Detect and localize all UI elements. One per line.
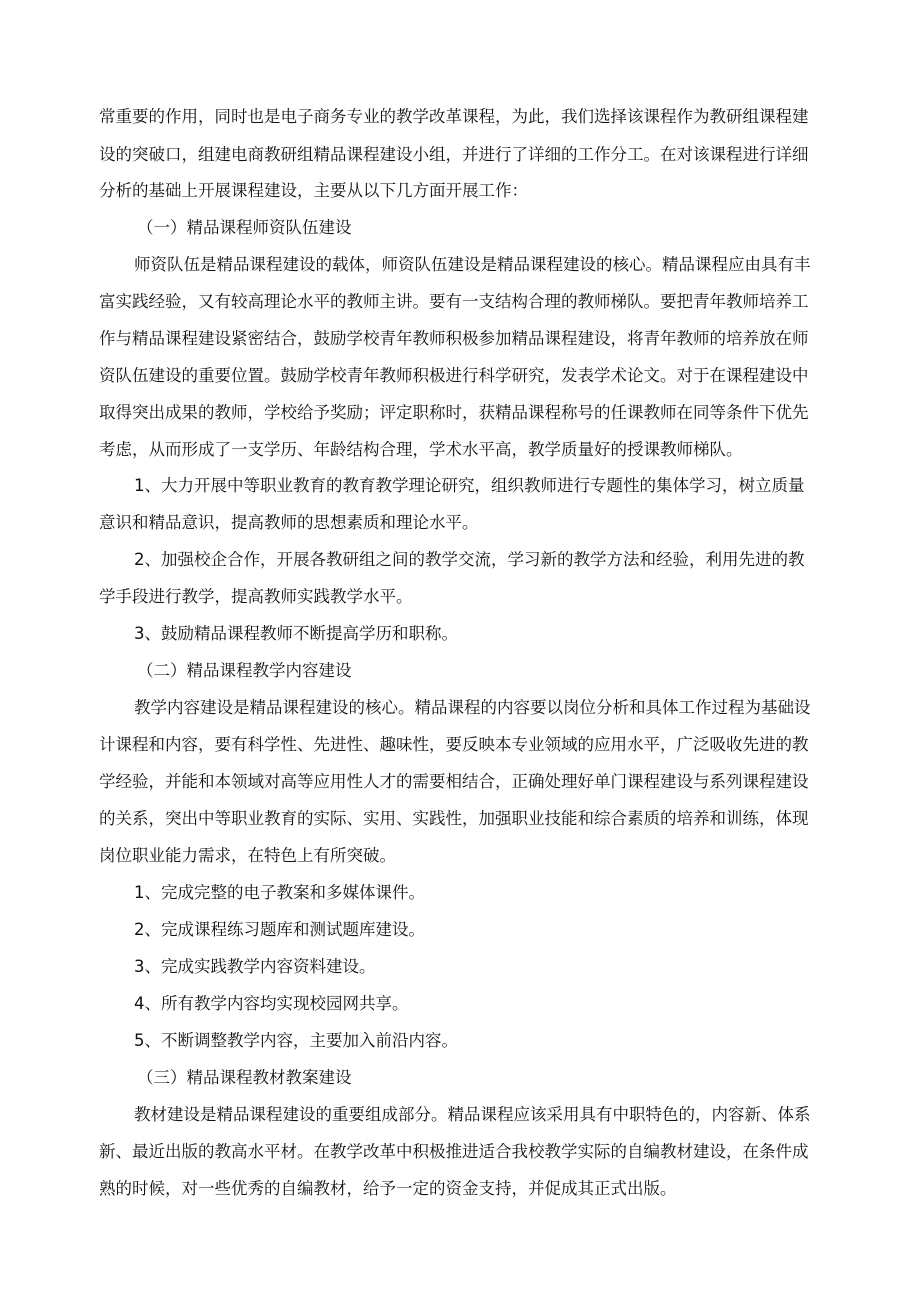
list-item: 2、加强校企合作，开展各教研组之间的教学交流，学习新的教学方法和经验，利用先进的教: [134, 550, 805, 569]
paragraph-line: 新、最近出版的教高水平材。在教学改革中积极推进适合我校教学实际的自编教材建设，在条件成: [99, 1142, 809, 1161]
section-heading-2: （二）精品课程教学内容建设: [137, 661, 352, 680]
paragraph-line: 学经验，并能和本领域对高等应用性人才的需要相结合，正确处理好单门课程建设与系列课程建设: [99, 772, 809, 791]
paragraph-line: 教材建设是精品课程建设的重要组成部分。精品课程应该采用具有中职特色的，内容新、体系: [134, 1105, 811, 1124]
paragraph-line: 富实践经验，又有较高理论水平的教师主讲。要有一支结构合理的教师梯队。要把青年教师培养工: [99, 292, 809, 311]
list-item: 5、不断调整教学内容，主要加入前沿内容。: [134, 1031, 458, 1050]
paragraph-line: 取得突出成果的教师，学校给予奖励；评定职称时，获精品课程称号的任课教师在同等条件下优先: [99, 403, 809, 422]
list-item-continuation: 学手段进行教学，提高教师实践教学水平。: [99, 587, 413, 606]
paragraph-line: 分析的基础上开展课程建设，主要从以下几方面开展工作：: [99, 181, 528, 200]
paragraph-line: 教学内容建设是精品课程建设的核心。精品课程的内容要以岗位分析和具体工作过程为基础设: [134, 698, 811, 717]
paragraph-line: 资队伍建设的重要位置。鼓励学校青年教师积极进行科学研究，发表学术论文。对于在课程建设中: [99, 366, 809, 385]
section-heading-3: （三）精品课程教材教案建设: [137, 1068, 352, 1087]
paragraph-line: 熟的时候，对一些优秀的自编教材，给予一定的资金支持，并促成其正式出版。: [99, 1179, 677, 1198]
list-item: 1、完成完整的电子教案和多媒体课件。: [134, 883, 425, 902]
list-item-continuation: 意识和精品意识，提高教师的思想素质和理论水平。: [99, 513, 479, 532]
list-item: 3、完成实践教学内容资料建设。: [134, 957, 376, 976]
paragraph-line: 考虑，从而形成了一支学历、年龄结构合理，学术水平高，教学质量好的授课教师梯队。: [99, 440, 743, 459]
section-heading-1: （一）精品课程师资队伍建设: [137, 218, 352, 237]
paragraph-line: 岗位职业能力需求，在特色上有所突破。: [99, 846, 396, 865]
list-item: 2、完成课程练习题库和测试题库建设。: [134, 920, 425, 939]
paragraph-line: 常重要的作用，同时也是电子商务专业的教学改革课程，为此，我们选择该课程作为教研组课程建: [99, 107, 809, 126]
list-item: 3、鼓励精品课程教师不断提高学历和职称。: [134, 624, 458, 643]
list-item: 1、大力开展中等职业教育的教育教学理论研究，组织教师进行专题性的集体学习，树立质量: [134, 476, 805, 495]
paragraph-line: 设的突破口，组建电商教研组精品课程建设小组，并进行了详细的工作分工。在对该课程进行详细: [99, 145, 809, 164]
list-item: 4、所有教学内容均实现校园网共享。: [134, 994, 409, 1013]
paragraph-line: 的关系，突出中等职业教育的实际、实用、实践性，加强职业技能和综合素质的培养和训练，体现: [99, 809, 809, 828]
paragraph-line: 计课程和内容，要有科学性、先进性、趣味性，要反映本专业领域的应用水平，广泛吸收先进的教: [99, 735, 809, 754]
paragraph-line: 作与精品课程建设紧密结合，鼓励学校青年教师积极参加精品课程建设，将青年教师的培养放在师: [99, 329, 809, 348]
paragraph-line: 师资队伍是精品课程建设的载体，师资队伍建设是精品课程建设的核心。精品课程应由具有丰: [134, 255, 811, 274]
